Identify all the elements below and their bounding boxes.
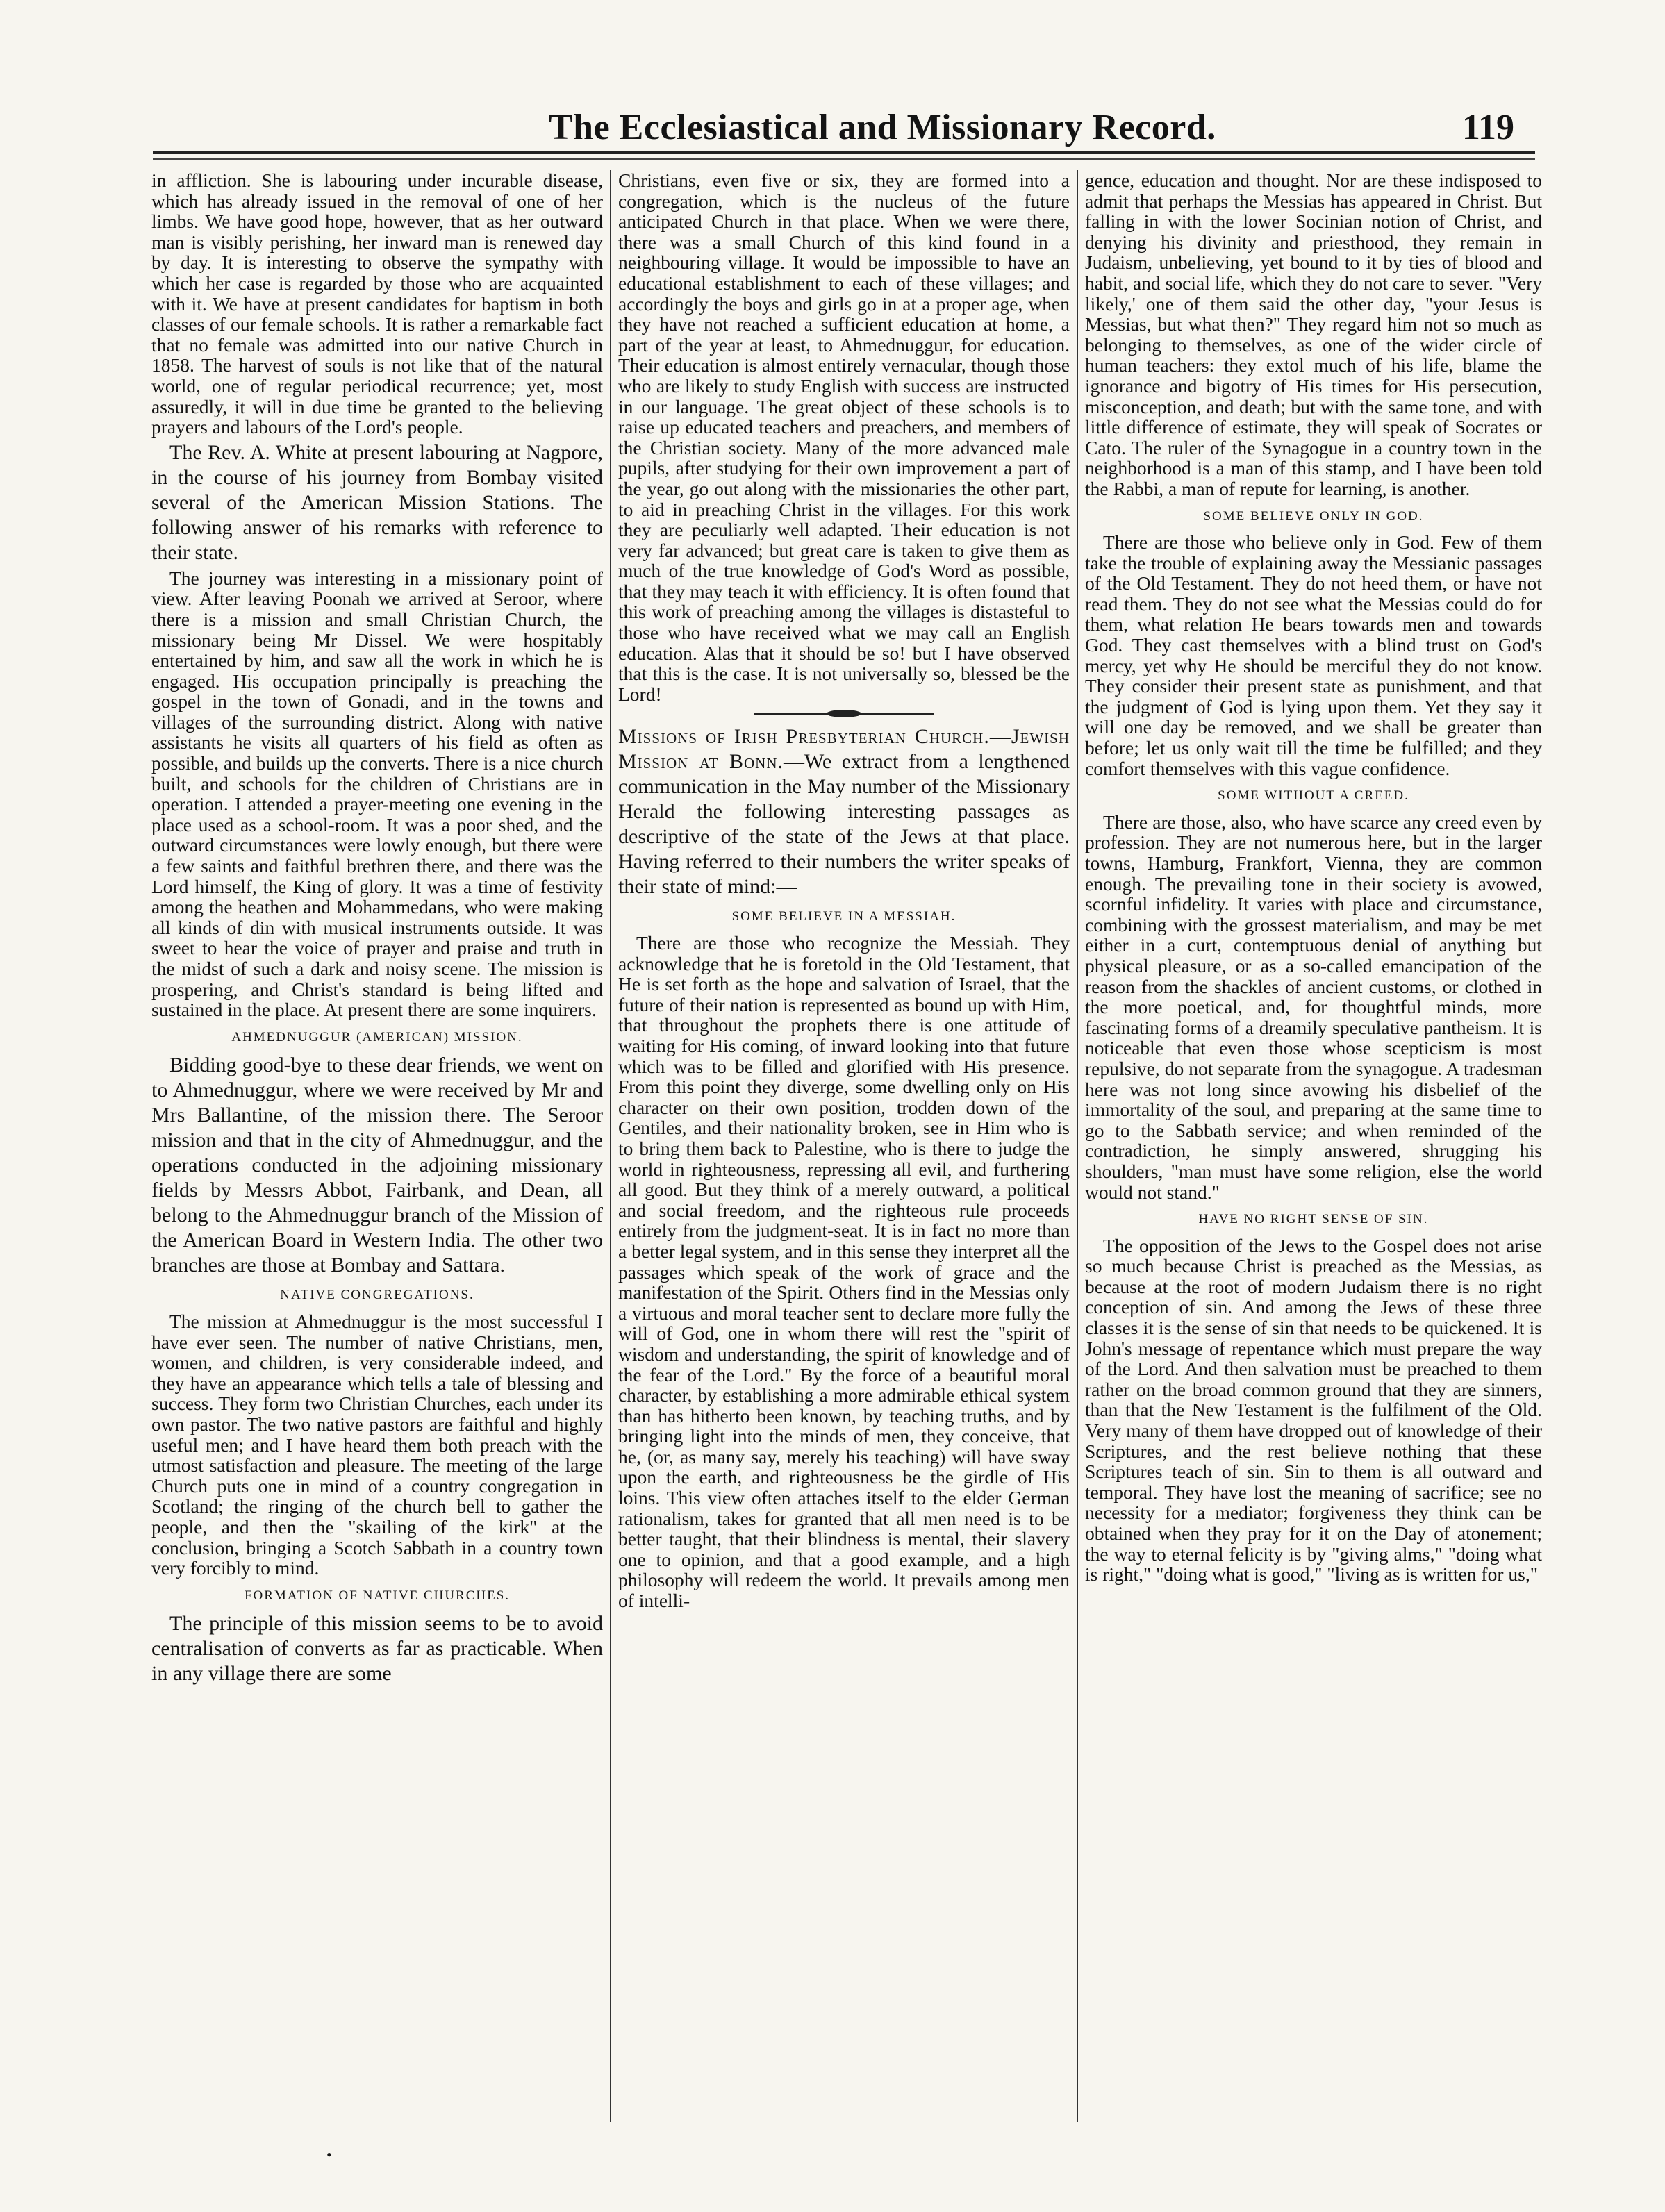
- column-1: [151, 170, 603, 2129]
- ink-mark: •: [326, 2146, 332, 2163]
- section-heading: SOME BELIEVE IN A MESSIAH.: [731, 909, 956, 924]
- section-heading: SOME BELIEVE ONLY IN GOD.: [1203, 508, 1424, 524]
- section-heading: AHMEDNUGGUR (AMERICAN) MISSION.: [231, 1029, 523, 1045]
- section-heading: SOME WITHOUT A CREED.: [1218, 788, 1409, 804]
- ornamental-divider: [754, 713, 934, 715]
- page-number: 119: [1461, 108, 1514, 147]
- missions-heading: Missions of Irish Presbyterian Church.—Jewish Mission at Bonn.: [618, 725, 1070, 774]
- paragraph: in affliction. She is labouring under incurable disease, which has already issued in the removal of one of her limbs. We have good hope, however, that as her outward man is visibly perishing, her inward man is renewed day by day. It is interesting to observe the sympathy with which her case is regarded by those who are acquainted with it. We have at present candidates for baptism in both classes of our female schools. It is rather a remarkable fact that no female was admitted into our native Church in 1858. The harvest of souls is not like that of the natural world, one of regular periodical recurrence; yet, most assuredly, it will in due time be granted to the believing prayers and labours of the Lord's people.: [151, 170, 603, 438]
- paragraph: Christians, even five or six, they are formed into a congregation, which is the nucleus of the future anticipated Church in that place. When we were there, there was a small Church of this kind found in a neighbouring village. It would be impossible to have an educational establishment to each of these villages; and accordingly the boys and girls go in at a proper age, when they have not reached a sufficient education at home, a part of the year at least, to Ahmednuggur, for education. Their education is almost entirely vernacular, though those who are likely to study English with success are instructed in our language. The great object of these schools is to raise up educated teachers and preachers, and members of the Christian society. Many of the more advanced male pupils, after studying for their own improvement a part of the year, go out along with the missionaries the other part, to aid in preaching Christ in the villages. For this work they are peculiarly well adapted. Their education is not very far advanced; but great care is taken to give them as much of the true knowledge of God's Word as possible, that they may teach it with efficiency. It is often found that this work of preaching among the villages is distasteful to those who have received what we may call an English education. Alas that it should be so! but I have observed that this is the case. It is not universally so, blessed be the Lord!: [618, 170, 1070, 705]
- column-divider-2: [1077, 170, 1078, 2122]
- paragraph: There are those who recognize the Messiah. They acknowledge that he is foretold in the Old Testament, that He is set forth as the hope and salvation of Israel, that the future of their nation is represented as bound up with Him, that throughout the prophets there is one attitude of waiting for His coming, of inward looking into that future which was to be filled and glorified with His presence. From this point they diverge, some dwelling only on His character on their own position, trodden down of the Gentiles, and their nationality broken, see in Him who is to bring them back to Palestine, who is there to judge the world in righteousness, repressing all evil, and furthering all good. But they think of a merely outward, a political and social freedom, and the righteous rule proceeds entirely from the judgment-seat. It is in fact no more than a better legal system, and in this sense they interpret all the passages which speak of the work of grace and the manifestation of the Spirit. Others find in the Messias only a virtuous and moral teacher sent to declare more fully the will of God, one in whom there will rest the "spirit of wisdom and understanding, the spirit of knowledge and of the fear of the Lord." By the force of a beautiful moral character, by establishing a more admirable ethical system than has hitherto been known, by teaching truths, and by bringing light into the minds of men, they conceive, that he, (or, as many say, merely his teaching) will have sway upon the earth, and righteousness be the girdle of His loins. This view often attaches itself to the elder German rationalism, takes for granted that all men need is to be better taught, that their blindness is mental, their slavery one to opinion, and that a good example, and a high philosophy will redeem the world. It prevails among men of intelli-: [618, 932, 1070, 1612]
- paragraph: There are those, also, who have scarce any creed even by profession. They are not numerous here, but in the larger towns, Hamburg, Frankfort, Vienna, they are common enough. The prevailing tone in their society is avowed, scornful infidelity. It varies with place and circumstance, combining with the grossest materialism, and may be met either in a curt, contemptuous denial of anything but physical pleasure, or as a so-called emancipation of the reason from the shackles of ancient customs, or clothed in the more poetical, and, for thoughtful minds, more fascinating forms of a dreamily speculative pantheism. It is noticeable that even those whose scepticism is most repulsive, do not separate from the synagogue. A tradesman here was not long since avowing his disbelief of the immortality of the soul, and preparing at the same time to go to the Sabbath service; and when reminded of the contradiction, he simply answered, shrugging his shoulders, "man must have some religion, else the world would not stand.": [1085, 810, 1542, 1203]
- paragraph: There are those who believe only in God. Few of them take the trouble of explaining away the Messianic passages of the Old Testament. They do not heed them, or have not read them. They do not see what the Messias could do for them, what relation He bears towards men and towards God. They cast themselves with a blind trust on God's mercy, yet why He should be merciful they do not know. They consider their present state as punishment, and that the judgment of God is lying upon them. Yet they say it will one day be removed, and we shall be greater than before; let us only wait till the time be fulfilled; and they comfort themselves with this vague confidence.: [1085, 531, 1542, 779]
- page-header: [139, 104, 1528, 153]
- paragraph: Bidding good-bye to these dear friends, we went on to Ahmednuggur, where we were received by Mr and Mrs Ballantine, of the mission there. The Seroor mission and that in the city of Ahmednuggur, and the operations conducted in the adjoining missionary fields by Messrs Abbot, Fairbank, and Dean, all belong to the Ahmednuggur branch of the Mission of the American Board in Western India. The other two branches are those at Bombay and Sattara.: [151, 1054, 603, 1277]
- paragraph: The mission at Ahmednuggur is the most successful I have ever seen. The number of native Christians, men, women, and children, is very considerable indeed, and they have an appearance which tells a tale of blessing and success. They form two Christian Churches, each under its own pastor. The two native pastors are faithful and highly useful men; and I have heard them both preach with the utmost satisfaction and pleasure. The meeting of the large Church puts one in mind of a country congregation in Scotland; the ringing of the church bell to gather the people, and then the "skailing of the kirk" at the conclusion, bringing a Scotch Sabbath in a country town very forcibly to mind.: [151, 1310, 603, 1579]
- missions-intro-text: —We extract from a lengthened communication in the May number of the Missionary Herald the following interesting passages as descriptive of the state of the Jews at that place. Having referred to their numbers the writer speaks of their state of mind:—: [618, 750, 1070, 899]
- section-heading: NATIVE CONGREGATIONS.: [280, 1288, 474, 1303]
- paragraph: gence, education and thought. Nor are these indisposed to admit that perhaps the Messias has appeared in Christ. But falling in with the lower Socinian notion of Christ, and denying his divinity and priesthood, they remain in Judaism, unbelieving, yet bound to it by ties of blood and habit, and social life, which they do not care to sever. "Very likely,' one of them said the other day, "your Jesus is Messias, but what then?" They regard him not so much as belonging to themselves, as one of the wider circle of human teachers: they extol much of his life, blame the ignorance and bigotry of His times for His persecution, misconception, and death; but with the same tone, and with little difference of estimate, they will speak of Socrates or Cato. The ruler of the Synagogue in a country town in the neighborhood is a man of this stamp, and I have been told the Rabbi, a man of repute for learning, is another.: [1085, 170, 1542, 499]
- column-2: [618, 170, 1070, 2129]
- section-heading: FORMATION OF NATIVE CHURCHES.: [244, 1588, 511, 1603]
- column-3: [1085, 170, 1542, 2129]
- paragraph-intro-white: The Rev. A. White at present labouring at Nagpore, in the course of his journey from Bombay visited several of the American Mission Stations. The following answer of his remarks with reference to their state.: [151, 440, 603, 564]
- journal-title: The Ecclesiastical and Missionary Record.: [549, 108, 1216, 147]
- header-rule-thin: [153, 158, 1535, 160]
- paragraph: The journey was interesting in a missionary point of view. After leaving Poonah we arrived at Seroor, where there is a mission and small Christian Church, the missionary being Mr Dissel. We were hospitably entertained by him, and saw all the work in which he is engaged. His occupation principally is preaching the gospel in the town of Gonadi, and in the towns and villages of the surrounding district. Along with native assistants he visits all quarters of his field as often as possible, and builds up the converts. There is a nice church built, and schools for the children of Christians are in operation. I attended a prayer-meeting one evening in the place used as a school-room. It was a poor shed, and the outward circumstances were lowly enough, but there were a few saints and faithful brethren there, and there was the Lord himself, the King of glory. It was a time of festivity among the heathen and Mohammedans, who were making all kinds of din with musical instruments outside. It was sweet to hear the voice of prayer and praise and truth in the midst of such a dark and noisy scene. The mission is prospering, and Christ's standard is being lifted and sustained in the place. At present there are some inquirers.: [151, 567, 603, 1021]
- header-rule-thick: [153, 151, 1535, 154]
- paragraph: The opposition of the Jews to the Gospel does not arise so much because Christ is preached as the Messias, as because at the root of modern Judaism there is no right conception of sin. And among the Jews of these three classes it is the sense of sin that needs to be quickened. It is John's message of repentance which must prepare the way of the Lord. And then salvation must be preached to them rather on the broad common ground that they are sinners, than that the New Testament is the fulfilment of the Old. Very many of them have dropped out of knowledge of their Scriptures, and the rest believe nothing that these Scriptures teach of sin. Sin to them is all outward and temporal. They have lost the meaning of sacrifice; see no necessity for a mediator; forgiveness they think can be obtained when they pray for it on the Day of atonement; the way to eternal felicity is by "giving alms," "doing what is right," "doing what is good," "living as is written for us,": [1085, 1234, 1542, 1586]
- column-divider-1: [610, 170, 611, 2122]
- paragraph-missions-intro: [618, 724, 1070, 899]
- paragraph: The principle of this mission seems to be to avoid centralisation of converts as far as practicable. When in any village there are some: [151, 1612, 603, 1686]
- section-heading: HAVE NO RIGHT SENSE OF SIN.: [1198, 1212, 1429, 1227]
